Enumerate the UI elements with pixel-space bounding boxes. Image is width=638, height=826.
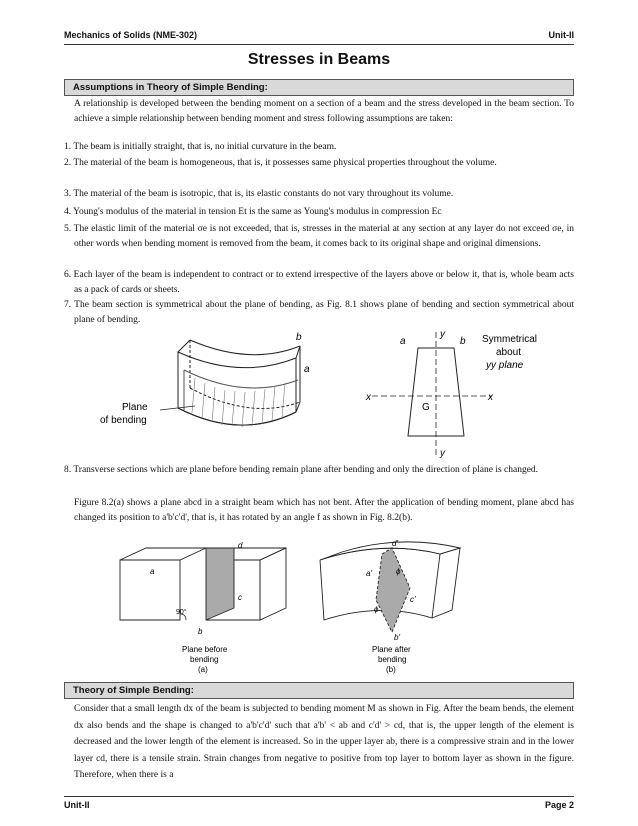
fig82b-phi-1: ϕ (396, 567, 401, 576)
header-course: Mechanics of Solids (NME-302) (64, 30, 198, 40)
assumption-item-3: 3. The material of the beam is isotropic, that is, its elastic constants do not vary throughout its volume. (64, 189, 454, 199)
assumption-item-5: 5. The elastic limit of the material σe is not exceeded, that is, stresses in the material at any section at any layer do not exceed σe, in other words when bending moment is removed from the beam, it comes back to its original shape and original dimensions. (64, 224, 574, 249)
assumption-item-1: 1. The beam is initially straight, that is, no initial curvature in the beam. (64, 142, 337, 152)
fig82a-caption-3: (a) (198, 665, 208, 674)
fig82a-label-b: b (198, 627, 203, 636)
fig81-sec-x-left: x (366, 392, 371, 403)
fig82a-label-c: c (238, 593, 242, 602)
fig81-sec-G: G (422, 402, 430, 413)
fig81-sec-y-bot: y (440, 448, 445, 458)
fig81-sym-line2: about (496, 347, 522, 358)
fig81-sec-x-right: x (488, 392, 493, 403)
assumption-item-4: 4. Young's modulus of the material in tension Et is the same as Young's modulus in compression Ec (64, 207, 442, 217)
fig81-sec-y-top: y (440, 329, 445, 340)
footer-page-number: Page 2 (544, 800, 574, 810)
fig82b-phi-2: ϕ (374, 605, 379, 614)
assumptions-heading: Assumptions in Theory of Simple Bending: (64, 79, 574, 96)
page-header (64, 30, 574, 45)
fig82b-caption-1: Plane after (372, 645, 411, 654)
fig82-paragraph: Figure 8.2(a) shows a plane abcd in a straight beam which has not bent. After the application of bending moment, plane abcd has changed its position to a'b'c'd', that is, it has rotated by an angle f as shown in Fig. 8.2(b). (74, 498, 574, 523)
page-footer (64, 796, 574, 810)
fig81-label-b: b (296, 332, 302, 343)
figure-8-2 (110, 540, 490, 678)
footer-unit: Unit-II (64, 800, 90, 810)
fig81-sec-b: b (460, 336, 466, 347)
assumption-item-7: 7. The beam section is symmetrical about the plane of bending, as Fig. 8.1 shows plane of bending and section symmetrical about plane of bending. (64, 300, 574, 325)
fig82b-label-c: c' (410, 595, 416, 604)
assumptions-intro: A relationship is developed between the bending moment on a section of a beam and the stress developed in the beam section. To achieve a simple relationship between bending moment and stress following assumptions are taken: (74, 99, 574, 124)
fig82b-label-a: a' (366, 569, 372, 578)
theory-paragraph: Consider that a small length dx of the beam is subjected to bending moment M as shown in Fig. After the beam bends, the element dx also bends and the shape is changed to a'b'c'd' such that a'b' < ab and c'd' > cd, that is, the upper length of the element is decreased and the lower length of the element is increased. So in the upper layer ab, there is a compressive strain and in the lower layer cd, there is a tensile strain. Strain changes from negative to positive from top layer to bottom layer as shown in the figure. Therefore, when there is a (74, 704, 574, 780)
assumption-item-2: 2. The material of the beam is homogeneous, that is, it possesses same physical properties throughout the volume. (64, 158, 497, 168)
fig81-label-bending: of bending (100, 415, 147, 426)
fig82b-caption-3: (b) (386, 665, 396, 674)
assumption-item-6: 6. Each layer of the beam is independent to contract or to extend irrespective of the layers above or below it, that is, whole beam acts as a pack of cards or sheets. (64, 270, 574, 295)
fig81-label-a: a (304, 364, 310, 375)
fig82a-caption-1: Plane before (182, 645, 228, 654)
fig82a-caption-2: bending (190, 655, 219, 664)
page-title: Stresses in Beams (247, 51, 391, 68)
fig82b-label-b: b' (394, 633, 400, 642)
figure-8-1 (100, 328, 540, 458)
fig82b-label-d: d' (392, 540, 398, 548)
fig81-sym-line3: yy plane (486, 360, 524, 371)
fig82a-label-a: a (150, 567, 155, 576)
fig82b-caption-2: bending (378, 655, 407, 664)
fig82a-label-d: d (238, 541, 243, 550)
fig81-label-plane: Plane (122, 402, 148, 413)
assumption-item-8: 8. Transverse sections which are plane before bending remain plane after bending and only the direction of plane is changed. (64, 465, 539, 475)
fig81-sym-line1: Symmetrical (482, 334, 538, 345)
header-unit: Unit-II (548, 30, 574, 40)
fig82a-angle: 90° (176, 609, 187, 616)
fig81-sec-a: a (400, 336, 406, 347)
theory-heading: Theory of Simple Bending: (64, 682, 574, 699)
